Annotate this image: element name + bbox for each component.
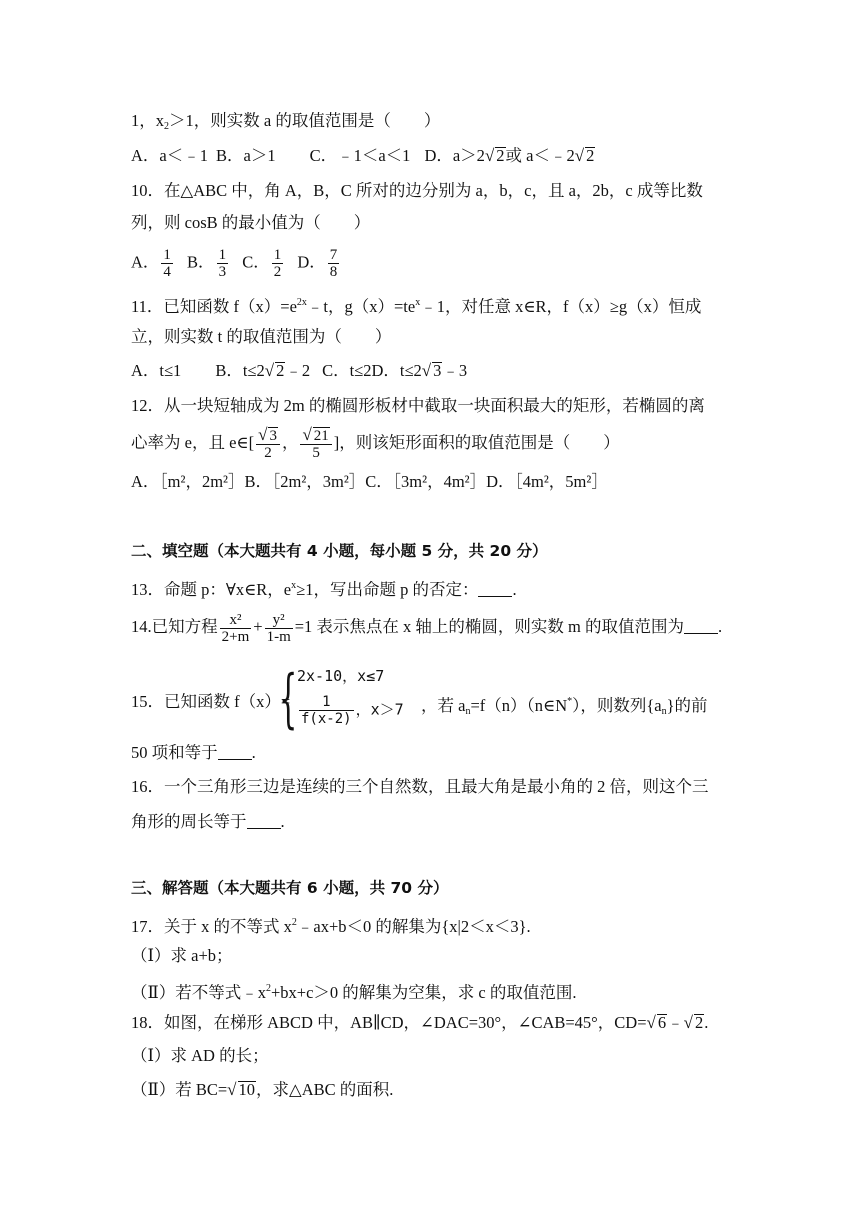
q11-option-b: B．t≤2√ 2﹣2 [215,361,311,380]
q10-option-d-fraction: $\frac{7}{8}$ [329,247,338,280]
section-2-heading: 二、填空题（本大题共有 4 小题，每小题 5 分，共 20 分） [131,542,548,560]
q11-option-a: A．t≤1 [131,361,182,380]
q12-fraction-sqrt3-over-2: $\frac{√ 3}{2}$ [256,427,280,461]
q15-piecewise-brace: { [279,662,298,736]
q9-option-c: C．﹣1＜a＜1 [309,146,411,165]
q14-fraction-y: $\frac{\text{y²}}{1-m}$ [266,611,291,645]
q11-stem-line1: 11．已知函数 $f(x)=e^{2x}﹣t$，$g(x)=te^x﹣1$，对任意 x∈R，f（x）≥g（x）恒成 [131,297,702,316]
q18-stem: 18．如图，在梯形 ABCD 中，AB∥CD，∠DAC=30°，∠CAB=45°，CD=√ 6﹣√ 2. [131,1013,709,1032]
q12-options: A．［m²，2m²］B．［2m²，3m²］C．［3m²，4m²］D．［4m²，5m²］ [131,472,608,491]
q16-stem-line2: 角形的周长等于 . [131,812,285,831]
q12-stem-line1: 12．从一块短轴成为 2m 的椭圆形板材中截取一块面积最大的矩形，若椭圆的离 [131,396,705,415]
q13-stem: 13．命题 p：∀x∈R，$e^x\ge 1$，写出命题 p 的否定： . [131,580,517,599]
q13-answer-blank[interactable] [478,582,512,597]
q12-stem-line2: 心率为 e，且 e∈[ $\frac{√ 3}{2}$ ， $\frac{√ 21}{5}$ ]，则该矩形面积的取值范围是（ ） [131,425,620,461]
q15-stem-line2: 50 项和等于 . [131,743,256,762]
q15-stem-line1: 15．已知函数 f（x）= { 2x-10，x≤7 $\frac{1}{f(x-2)}$ ，x＞7 ，若 $a_n=f(n)(n\in N^*)$，则数列$\{a_n\}$的前 [131,662,708,736]
q11-stem-line2: 立，则实数 t 的取值范围为（ ） [131,327,392,346]
q9-option-d: D．a＞2√ 2或 a＜﹣2√ 2 [424,146,595,165]
q16-stem-line1: 16．一个三角形三边是连续的三个自然数，且最大角是最小角的 2 倍，则这个三 [131,777,709,796]
q14-answer-blank[interactable] [684,619,718,634]
q10-option-c-fraction: $\frac{1}{2}$ [273,247,282,280]
q9-options [131,146,731,166]
q10-stem-line1: 10．在△ABC 中，角 A，B，C 所对的边分别为 a，b，c，且 a，2b，c 成等比数 [131,181,703,200]
q11-options [131,361,731,381]
q12-fraction-sqrt21-over-5: $\frac{√ 21}{5}$ [300,427,331,461]
q15-case1: 2x-10，x≤7 [297,667,385,685]
q17-part-ii: （Ⅱ）若不等式$﹣x^2+bx+c>0$ 的解集为空集，求 c 的取值范围. [131,983,577,1002]
q10-stem-line2: 列，则 cosB 的最小值为（ ） [131,213,371,232]
q15-case2: $\frac{1}{f(x-2)}$ ，x＞7 [301,694,404,727]
q15-stem-rest: ，若 $a_n=f(n)(n\in N^*)$，则数列$\{a_n\}$的前 [421,696,708,717]
q10-option-a-fraction: $\frac{1}{4}$ [163,247,171,280]
q16-answer-blank[interactable] [247,814,281,829]
q17-stem: 17．关于 x 的不等式 $x^2﹣ax+b<0$ 的解集为{x|2＜x＜3}. [131,917,531,936]
q10-option-b-fraction: $\frac{1}{3}$ [218,247,227,280]
q18-part-i: （Ⅰ）求 AD 的长； [131,1046,269,1065]
section-3-heading: 三、解答题（本大题共有 6 小题，共 70 分） [131,879,449,897]
q9-option-b: B．a＞1 [216,146,276,165]
q18-part-ii: （Ⅱ）若 BC=√ 10，求△ABC 的面积. [131,1080,394,1099]
q14-fraction-x: $\frac{\text{x²}}{2+m}$ [221,611,250,645]
q9-option-a: A．a＜﹣1 [131,146,208,165]
q11-option-cd: C．t≤2D．t≤2√ 3﹣3 [322,361,468,380]
q15-answer-blank[interactable] [218,745,252,760]
q14-stem: 14.已知方程 $\frac{\text{x²}}{2+m}$ + $\frac{\text{y²}}{1-m}$ =1 表示焦点在 x 轴上的椭圆，则实数 m 的取值范围为 . [131,611,723,645]
q10-options: A． $\frac{1}{4}$ B． $\frac{1}{3}$ C． $\frac{1}{2}$ D． $\frac{7}{8}$ [131,247,338,280]
q9-stem-tail: 1，$x_2>1$，则实数 a 的取值范围是（ ） [131,111,441,132]
q17-part-i: （Ⅰ）求 a+b； [131,946,233,965]
